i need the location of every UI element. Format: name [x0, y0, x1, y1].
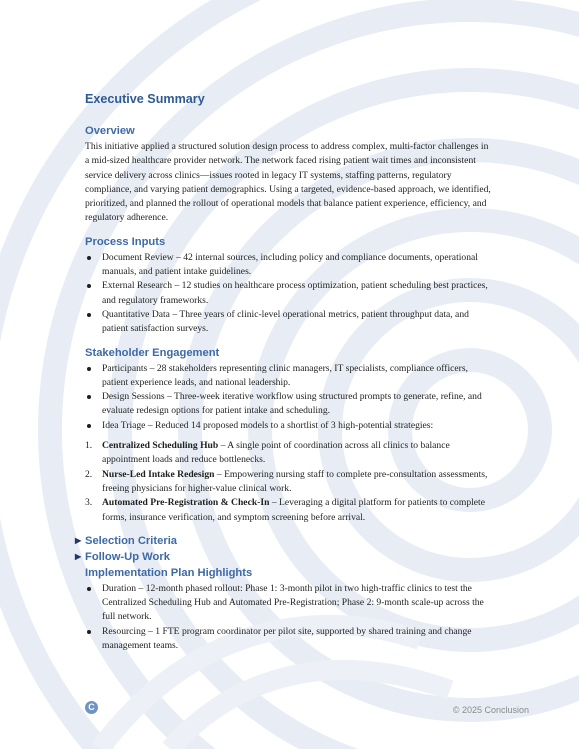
bullet-icon	[87, 587, 91, 591]
implementation-section	[85, 566, 495, 653]
page-title: Executive Summary	[85, 92, 205, 106]
list-item: Design Sessions – Three-week iterative workflow using structured prompts to generate, refine, and evaluate redesign options for patient intake and scheduling.	[85, 390, 495, 419]
list-item: Document Review – 42 internal sources, including policy and compliance documents, operational manuals, and patient intake guidelines.	[85, 251, 495, 280]
list-item: Resourcing – 1 FTE program coordinator per pilot site, supported by shared training and change management teams.	[85, 625, 495, 654]
selection-criteria-section[interactable]	[75, 534, 495, 548]
selection-criteria-heading[interactable]: ▶ Selection Criteria	[75, 534, 178, 547]
strategy-item: 1. Centralized Scheduling Hub – A single point of coordination across all clinics to balance appointment loads and reduce bottlenecks.	[85, 440, 450, 466]
bullet-icon	[87, 395, 91, 399]
stakeholder-section	[85, 346, 495, 525]
list-item: Duration – 12-month phased rollout: Phase 1: 3-month pilot in two high-traffic clinics to test the Centralized Scheduling Hub and Automated Pre-Registration; Phase 2: 9-month scale-up across the full network.	[85, 582, 495, 625]
overview-section	[85, 124, 495, 226]
stakeholder-heading: Stakeholder Engagement	[85, 346, 220, 359]
strategy-item: 2. Nurse-Led Intake Redesign – Empowering nursing staff to complete pre-consultation assessments, freeing physicians for higher-value clinical work.	[85, 468, 488, 494]
list-item: External Research – 12 studies on healthcare process optimization, patient scheduling best practices, and regulatory frameworks.	[85, 279, 495, 308]
strategy-list	[85, 439, 495, 525]
process-inputs-section	[85, 235, 495, 337]
footer-copyright: © 2025 Conclusion	[452, 705, 529, 715]
follow-up-heading[interactable]: ▶ Follow-Up Work	[75, 550, 170, 563]
bullet-icon	[87, 256, 91, 260]
overview-heading: Overview	[85, 125, 135, 137]
bullet-icon	[87, 630, 91, 634]
overview-paragraph: This initiative applied a structured solution design process to address complex, multi-factor challenges in a mid-sized healthcare provider network. The network faced rising patient wait times and inconsistent service delivery across clinics—issues rooted in legacy IT systems, staffing patterns, regulatory compliance, and varying patient demographics. Using a targeted, evidence-based approach, we identified, prioritized, and planned the rollout of operational models that balance patient experience, efficiency, and regulatory adherence.	[85, 141, 491, 224]
company-logo-icon: C	[85, 701, 98, 714]
strategy-item: 3. Automated Pre-Registration & Check-In – Leveraging a digital platform for patients to complete forms, insurance verification, and symptom screening before arrival.	[85, 497, 485, 523]
bullet-icon	[87, 284, 91, 288]
document-body	[75, 88, 495, 662]
bullet-icon	[87, 313, 91, 317]
bullet-icon	[87, 424, 91, 428]
process-inputs-heading: Process Inputs	[85, 235, 166, 248]
stakeholder-list	[85, 362, 495, 433]
list-item: Quantitative Data – Three years of clinic-level operational metrics, patient throughput data, and patient satisfaction surveys.	[85, 308, 495, 337]
expand-triangle-icon[interactable]: ▶	[75, 551, 82, 561]
follow-up-section[interactable]	[75, 550, 495, 564]
bullet-icon	[87, 367, 91, 371]
expand-triangle-icon[interactable]: ▶	[75, 535, 82, 545]
implementation-list	[85, 582, 495, 653]
implementation-heading: Implementation Plan Highlights	[85, 566, 253, 579]
process-inputs-list	[85, 251, 495, 337]
list-item: Idea Triage – Reduced 14 proposed models to a shortlist of 3 high-potential strategies:	[85, 419, 495, 433]
list-item: Participants – 28 stakeholders representing clinic managers, IT specialists, compliance officers, patient experience leads, and national leadership.	[85, 362, 495, 391]
